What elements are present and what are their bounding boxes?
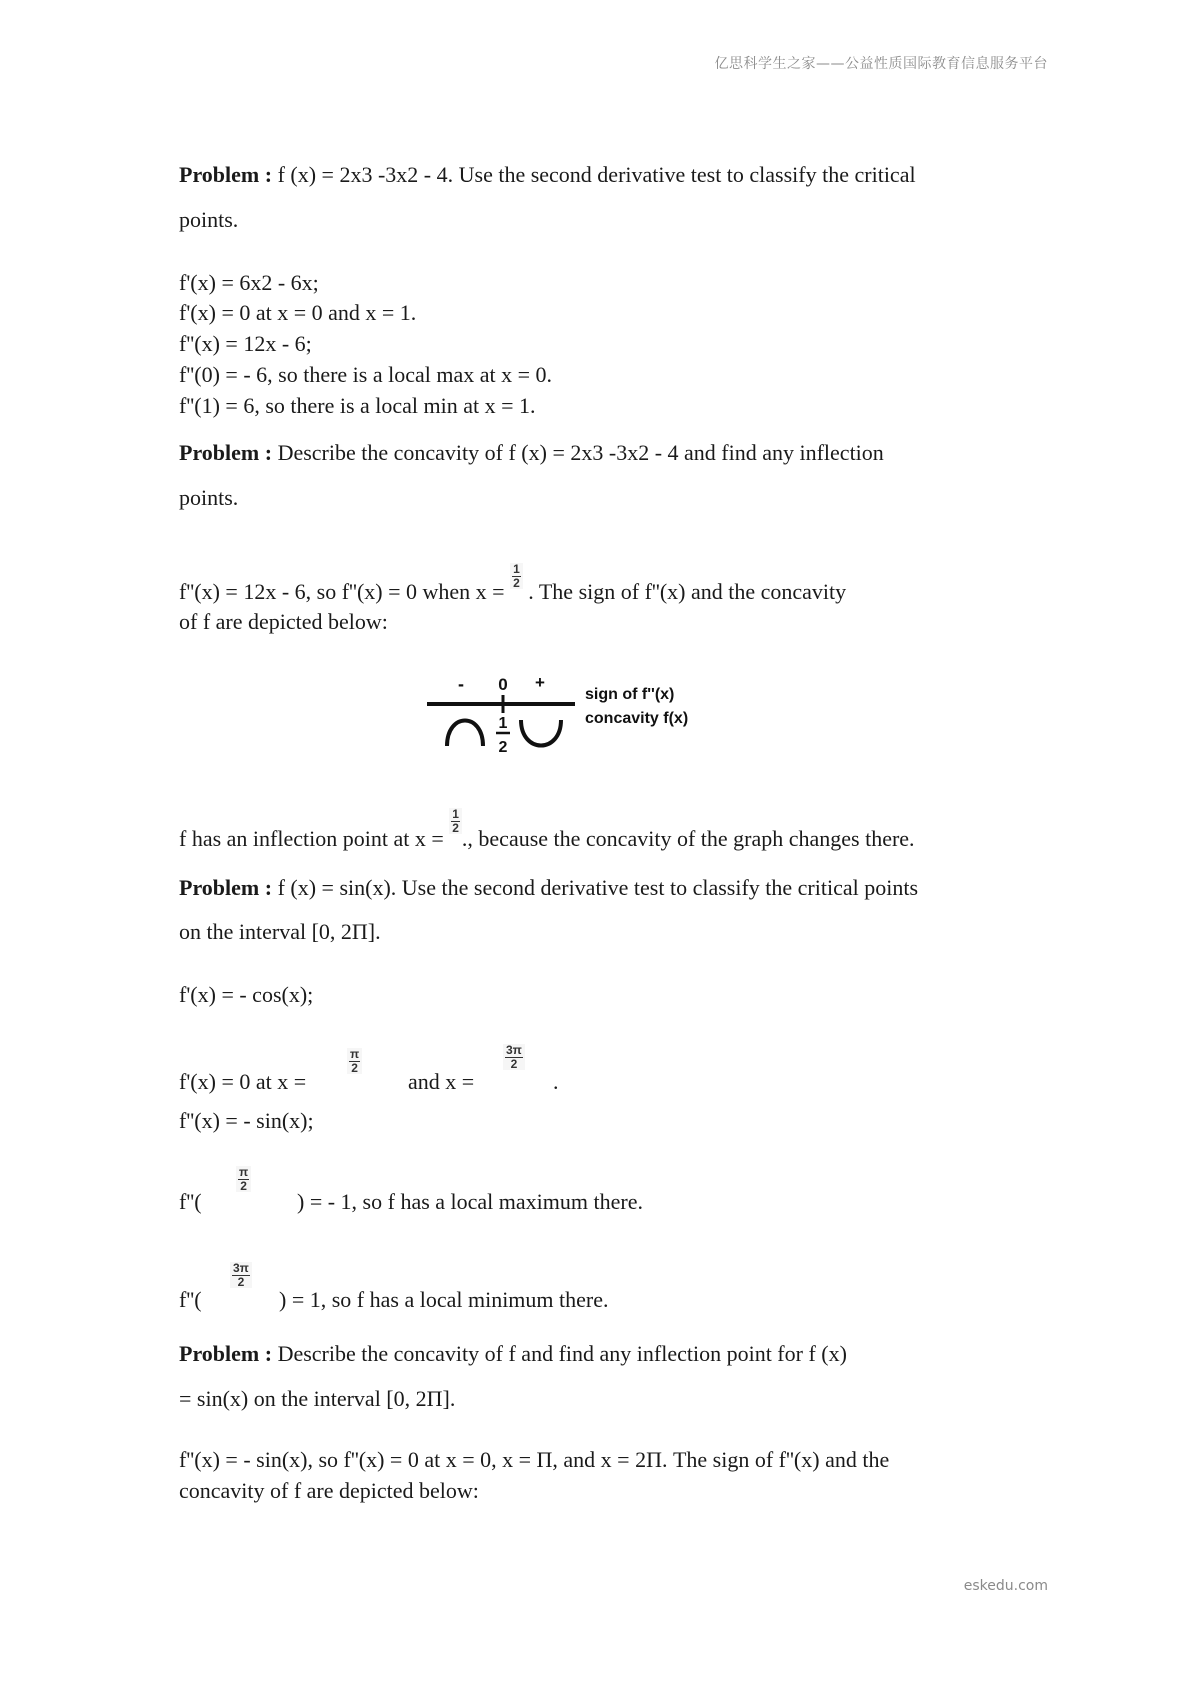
problem-3-line-1 xyxy=(179,877,918,899)
solution-3-line-5-pre: f''( xyxy=(179,1287,202,1312)
frac-den: 2 xyxy=(240,1178,247,1193)
sign-zero: 0 xyxy=(498,675,508,694)
problem-1-line-2: points. xyxy=(179,207,239,232)
problem-statement: f (x) = sin(x). Use the second derivative test to classify the critical points xyxy=(272,875,919,900)
site-footer: eskedu.com xyxy=(963,1578,1048,1594)
solution-3-line-2 xyxy=(179,1071,306,1093)
frac-num: π xyxy=(350,1047,360,1061)
solution-4-line-2: concavity of f are depicted below: xyxy=(179,1478,479,1503)
problem-3-line-2: on the interval [0, 2Π]. xyxy=(179,919,381,944)
frac-num: 1 xyxy=(513,562,520,576)
fraction-one-half xyxy=(510,563,523,589)
fraction-one-half xyxy=(449,808,462,834)
fraction-pi-over-2 xyxy=(347,1048,362,1074)
solution-2-line-1 xyxy=(179,562,847,607)
frac-den: 2 xyxy=(510,1056,518,1071)
solution-1-line: f''(1) = 6, so there is a local min at x = 1. xyxy=(179,393,536,418)
problem-1-line-1 xyxy=(179,164,916,186)
problem-4-line-2: = sin(x) on the interval [0, 2Π]. xyxy=(179,1386,456,1411)
label-concavity: concavity f(x) xyxy=(585,710,689,727)
solution-1-line: f'(x) = 0 at x = 0 and x = 1. xyxy=(179,300,417,325)
solution-2-conclusion xyxy=(179,807,915,854)
concave-up-icon xyxy=(521,720,561,746)
problem-2-line-2: points. xyxy=(179,485,239,510)
text: f has an inflection point at x = xyxy=(179,826,450,851)
frac-num: 3π xyxy=(233,1261,249,1275)
sign-positive: + xyxy=(535,673,545,692)
solution-3-line-5-post: ) = 1, so f has a local minimum there. xyxy=(279,1287,609,1312)
problem-statement: Describe the concavity of f (x) = 2x3 -3x2 - 4 and find any inflection xyxy=(272,440,884,465)
problem-statement: Describe the concavity of f and find any inflection point for f (x) xyxy=(272,1341,847,1366)
concave-down-icon xyxy=(447,721,483,747)
problem-2-line-1 xyxy=(179,442,884,464)
solution-1-line: f'(x) = 6x2 - 6x; xyxy=(179,270,319,295)
period: . xyxy=(553,1069,559,1094)
text: f'(x) = 0 at x = xyxy=(179,1069,307,1094)
site-header: 亿思科学生之家——公益性质国际教育信息服务平台 xyxy=(714,56,1048,72)
problem-label: Problem : xyxy=(179,875,273,900)
solution-3-line-3: f''(x) = - sin(x); xyxy=(179,1108,314,1133)
label-sign: sign of f''(x) xyxy=(585,686,675,703)
frac-num: π xyxy=(239,1165,249,1179)
point-num: 1 xyxy=(498,715,508,732)
solution-3-line-4-pre: f''( xyxy=(179,1189,202,1214)
solution-4-line-1: f''(x) = - sin(x), so f''(x) = 0 at x = 0, x = Π, and x = 2Π. The sign of f''(x) and the xyxy=(179,1447,890,1472)
frac-num: 3π xyxy=(506,1043,522,1057)
problem-label: Problem : xyxy=(179,1341,273,1366)
sign-chart-diagram xyxy=(425,668,715,768)
frac-den: 2 xyxy=(452,820,459,835)
solution-1-line: f''(x) = 12x - 6; xyxy=(179,331,312,356)
sign-negative: - xyxy=(458,674,464,694)
text: . The sign of f''(x) and the concavity xyxy=(522,579,847,604)
frac-num: 1 xyxy=(452,807,459,821)
solution-3-line-4-post: ) = - 1, so f has a local maximum there. xyxy=(297,1189,643,1214)
point-den: 2 xyxy=(498,739,508,756)
fraction-3pi-over-2 xyxy=(230,1262,252,1288)
fraction-pi-over-2 xyxy=(236,1166,251,1192)
problem-4-line-1 xyxy=(179,1343,847,1365)
problem-label: Problem : xyxy=(179,440,273,465)
frac-den: 2 xyxy=(237,1274,245,1289)
text: f''(x) = 12x - 6, so f''(x) = 0 when x = xyxy=(179,579,511,604)
solution-1-line: f''(0) = - 6, so there is a local max at x = 0. xyxy=(179,362,553,387)
text: ., because the concavity of the graph changes there. xyxy=(461,826,915,851)
and-x-text: and x = xyxy=(408,1069,475,1094)
solution-2-line-2: of f are depicted below: xyxy=(179,609,388,634)
problem-label: Problem : xyxy=(179,162,273,187)
fraction-3pi-over-2 xyxy=(503,1044,525,1070)
solution-3-line-1: f'(x) = - cos(x); xyxy=(179,982,314,1007)
frac-den: 2 xyxy=(513,575,520,590)
frac-den: 2 xyxy=(351,1060,358,1075)
problem-statement: f (x) = 2x3 -3x2 - 4. Use the second derivative test to classify the critical xyxy=(272,162,916,187)
